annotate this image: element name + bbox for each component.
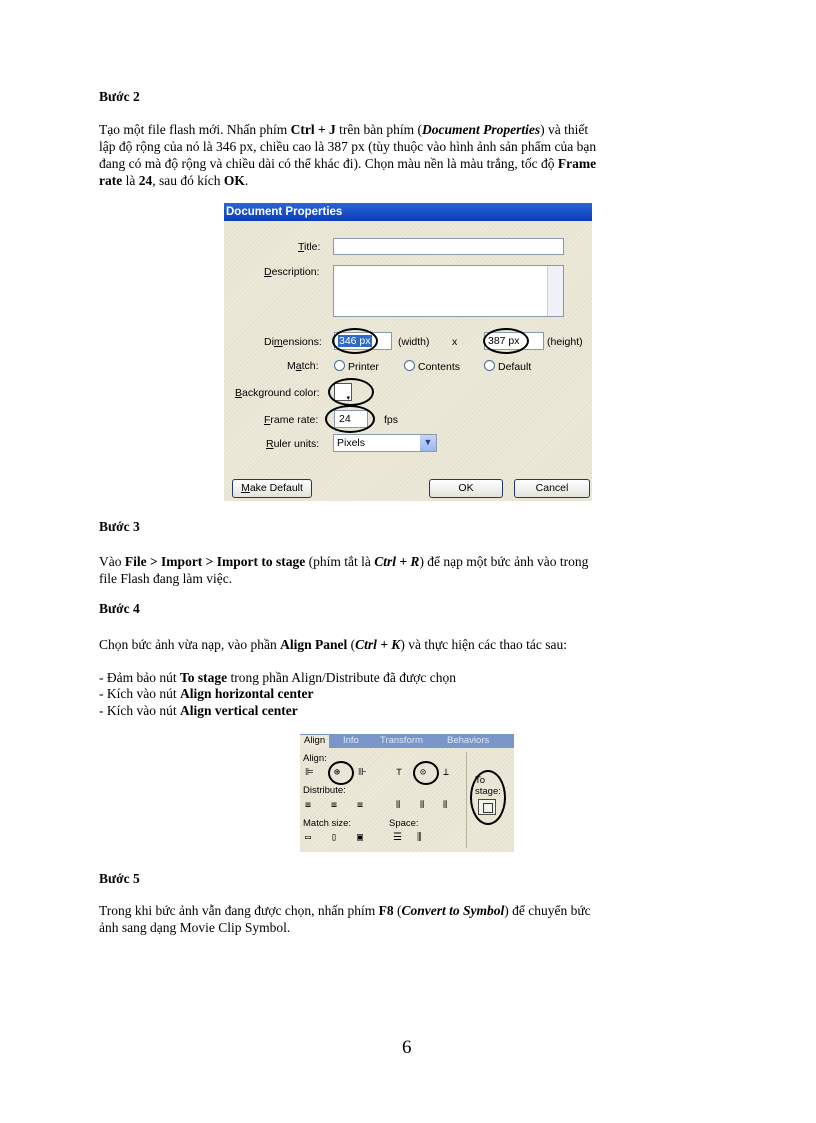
match-height-icon[interactable]: ▯ [331,832,337,843]
text-run: trên bàn phím ( [335,122,423,137]
highlight-circle [332,328,378,354]
description-textarea[interactable] [333,265,564,317]
align-horizontal-center-icon[interactable]: ⊕ [334,767,340,778]
match-printer-radio[interactable] [334,360,345,371]
align-left-edge-icon[interactable]: ⊫ [305,767,314,778]
bold-text: Ctrl + R [374,554,420,569]
tab-behaviors[interactable]: Behaviors [447,735,490,746]
paragraph-line [99,138,596,156]
tab-align[interactable]: Align [300,735,329,748]
match-width-icon[interactable]: ▭ [305,832,311,843]
match-contents-radio[interactable] [404,360,415,371]
tab-transform[interactable]: Transform [380,735,423,746]
bold-text: Frame [557,156,597,171]
frame-rate-label: Frame rate: [264,414,319,426]
highlight-circle [325,405,375,433]
paragraph-line [99,121,588,139]
bold-text: Ctrl + K [355,637,401,652]
paragraph-line [99,902,591,920]
to-stage-label: To stage: [475,775,501,797]
step3-heading: Bước 3 [99,519,140,534]
match-default-radio[interactable] [484,360,495,371]
step5-heading: Bước 5 [99,871,140,886]
ruler-units-select[interactable] [333,434,437,452]
paragraph-line [99,155,596,173]
swatch-dropdown-icon: ▾ [346,395,350,402]
text-run: Tạo một file flash mới. Nhấn phím [99,122,291,137]
text-run: Vào [99,554,125,569]
bold-text: OK [223,173,245,188]
paragraph-line [99,553,588,571]
frame-rate-value: 24 [339,413,351,425]
align-vertical-center-icon[interactable]: ⊝ [420,767,426,778]
highlight-circle [483,328,529,354]
paragraph-line [99,636,567,654]
bold-text: Document Properties [422,122,541,137]
bold-text: Align vertical center [179,703,298,718]
bold-text: Align Panel [280,637,348,652]
title-input[interactable] [333,238,564,255]
text-run: , sau đó kích [152,173,224,188]
bold-text: Align horizontal center [179,686,314,701]
text-run: file Flash đang làm việc. [99,571,233,586]
text-run: ) và thiết [540,122,589,137]
match-default-label[interactable]: Default [498,361,532,373]
bold-text: File > Import > Import to stage [124,554,306,569]
text-run: ) để chuyển bức [504,903,591,918]
match-printer-label[interactable]: Printer [348,361,379,373]
width-value: 346 px [339,335,371,347]
text-run: là [122,173,139,188]
panel-divider [466,752,467,848]
text-run: - Kích vào nút [99,686,180,701]
text-run: ( [347,637,356,652]
tab-info[interactable]: Info [343,735,359,746]
ruler-units-label: Ruler units: [266,438,320,450]
text-run: lập độ rộng của nó là 346 px, chiều cao là 387 px (tùy thuộc vào hình ảnh sản phẩm của bạn [99,139,597,154]
dimension-separator: x [452,336,458,348]
background-color-label: Background color: [235,387,320,399]
bold-text: 24 [138,173,153,188]
ruler-units-value: Pixels [337,437,366,449]
highlight-circle [328,761,354,785]
bullet-item [99,685,313,703]
step2-heading: Bước 2 [99,89,140,104]
text-run: (phím tắt là [305,554,375,569]
distribute-section-label: Distribute: [303,785,346,796]
highlight-circle [470,770,506,825]
align-top-edge-icon[interactable]: ⊤ [396,767,402,778]
page-number: 6 [402,1037,412,1058]
match-width-height-icon[interactable]: ▣ [357,832,363,843]
highlight-circle [413,761,439,785]
text-run: Trong khi bức ảnh vẫn đang được chọn, nhấn phím [99,903,379,918]
distribute-top-icon[interactable]: ≡ [305,800,311,811]
title-label: Title: [298,241,321,253]
text-run: ( [393,903,402,918]
step4-heading: Bước 4 [99,601,140,616]
bullet-item [99,702,298,720]
dialog-title: Document Properties [224,203,592,221]
align-section-label: Align: [303,753,327,764]
bold-text: Convert to Symbol [401,903,505,918]
align-bottom-edge-icon[interactable]: ⊥ [443,767,449,778]
text-run: Chọn bức ảnh vừa nạp, vào phần [99,637,281,652]
bold-text: F8 [378,903,394,918]
space-evenly-horizontal-icon[interactable]: ⫼ [417,832,422,843]
distribute-left-icon[interactable]: ⫴ [396,800,400,811]
distribute-bottom-icon[interactable]: ≡ [357,800,363,811]
make-default-button[interactable]: Make Default [232,479,312,498]
highlight-circle [328,378,374,406]
distribute-vertical-center-icon[interactable]: ≡ [331,800,337,811]
height-unit: (height) [547,336,583,348]
text-run: . [244,173,249,188]
align-panel [300,734,514,852]
space-evenly-vertical-icon[interactable]: ☰ [393,832,402,843]
panel-tabs [300,734,514,748]
bold-text: To stage [179,670,228,685]
space-section-label: Space: [389,818,419,829]
paragraph-line [99,172,248,190]
paragraph-line [99,570,232,588]
paragraph-line [99,919,290,937]
description-label: Description: [264,266,320,278]
match-size-section-label: Match size: [303,818,352,829]
description-scrollbar[interactable] [547,266,563,316]
cancel-button[interactable]: Cancel [514,479,590,498]
text-run: ) và thực hiện các thao tác sau: [400,637,567,652]
text-run: ) để nạp một bức ảnh vào trong [419,554,589,569]
document-properties-dialog [224,203,592,501]
match-label: Match: [287,360,319,372]
distribute-horizontal-center-icon[interactable]: ⫴ [420,800,424,811]
text-run: trong phần Align/Distribute đã được chọn [227,670,457,685]
width-unit: (width) [398,336,430,348]
text-run: - Kích vào nút [99,703,180,718]
match-contents-label[interactable]: Contents [418,361,461,373]
fps-label: fps [384,414,399,426]
bold-text: rate [99,173,123,188]
dimensions-label: Dimensions: [264,336,322,348]
text-run: ảnh sang dạng Movie Clip Symbol. [99,920,291,935]
distribute-right-icon[interactable]: ⫴ [443,800,447,811]
text-run: đang có mà độ rộng và chiều dài có thể khác đi). Chọn màu nền là màu trắng, tốc độ [99,156,558,171]
align-right-edge-icon[interactable]: ⊪ [358,767,367,778]
bold-text: Ctrl + J [290,122,336,137]
height-value: 387 px [488,335,520,347]
chevron-down-icon[interactable]: ▼ [420,435,436,451]
ok-button[interactable]: OK [429,479,503,498]
text-run: - Đảm bảo nút [99,670,180,685]
bullet-item [99,669,456,687]
